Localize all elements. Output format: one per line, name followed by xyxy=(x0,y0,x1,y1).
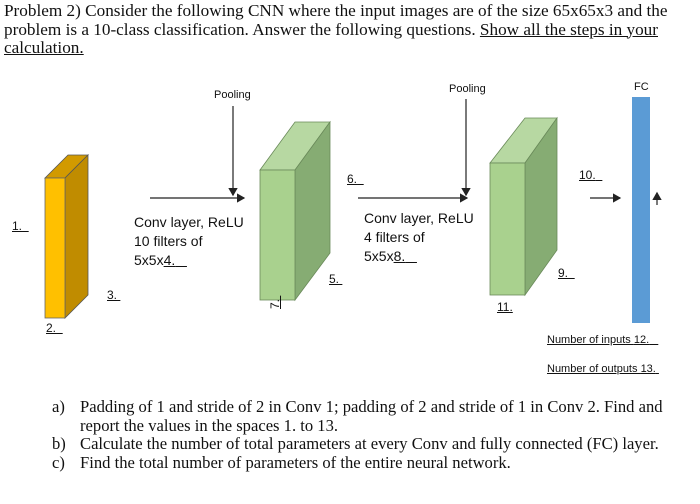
conv1-output-volume xyxy=(260,122,330,300)
questions-list xyxy=(52,398,692,472)
question-a xyxy=(52,398,692,435)
fc-layer-bar xyxy=(632,97,650,323)
conv1-volume-front xyxy=(260,170,295,300)
blank-4: 4. xyxy=(163,252,176,268)
pooling-label-2: Pooling xyxy=(449,83,486,95)
conv2-output-volume xyxy=(490,118,557,295)
input-side-face xyxy=(65,155,88,318)
blank-10: 10. xyxy=(579,168,596,182)
conv1-line3 xyxy=(134,252,244,268)
problem-text: Problem 2) Consider the following CNN where the input images are of the size 65x65x3 and the problem is a 10-class classification. Answer the following questions. xyxy=(4,1,668,39)
outputs-line xyxy=(547,363,659,376)
conv2-line1: Conv layer, ReLU xyxy=(364,210,474,226)
input-volume xyxy=(45,155,88,318)
blank-2: 2. xyxy=(46,321,57,335)
blank-5: 5. xyxy=(329,272,340,286)
conv2-kernel-prefix: 5x5x xyxy=(364,248,394,264)
conv1-kernel-prefix: 5x5x xyxy=(134,252,164,268)
question-b xyxy=(52,435,692,454)
blank-6: 6. xyxy=(347,172,358,186)
blank-3: 3. xyxy=(107,288,118,302)
input-front-face xyxy=(45,178,65,318)
outputs-label: Number of outputs xyxy=(547,363,641,375)
inputs-label: Number of inputs xyxy=(547,334,634,346)
blank-11: 11. xyxy=(497,300,513,314)
blank-9: 9. xyxy=(558,266,569,280)
problem-instruction: Show all the steps in your calculation. xyxy=(4,19,658,57)
conv2-line3 xyxy=(364,248,474,264)
question-c xyxy=(52,454,692,473)
blank-8: 8. xyxy=(393,248,406,264)
blank-12: 12. xyxy=(633,334,650,346)
conv2-line2: 4 filters of xyxy=(364,229,425,245)
conv2-label xyxy=(364,210,474,264)
question-c-marker: c) xyxy=(52,452,65,472)
blank-13: 13. xyxy=(640,363,656,375)
conv1-line1: Conv layer, ReLU xyxy=(134,214,244,230)
conv2-volume-front xyxy=(490,163,525,295)
question-c-text: Find the total number of parameters of the entire neural network. xyxy=(80,452,511,472)
question-a-text: Padding of 1 and stride of 2 in Conv 1; padding of 2 and stride of 1 in Conv 2. Find and report the values in the spaces 1. to 13. xyxy=(80,397,663,435)
pooling-label-1: Pooling xyxy=(214,89,251,101)
inputs-line xyxy=(547,334,658,347)
question-b-text: Calculate the number of total parameters at every Conv and fully connected (FC) layer. xyxy=(80,434,659,453)
conv1-line2: 10 filters of xyxy=(134,233,203,249)
question-b-marker: b) xyxy=(52,434,66,453)
question-a-marker: a) xyxy=(52,397,65,416)
fc-label: FC xyxy=(634,81,649,93)
blank-7: 7. xyxy=(268,298,282,309)
blank-1: 1. xyxy=(12,219,23,233)
conv1-label xyxy=(134,214,244,268)
